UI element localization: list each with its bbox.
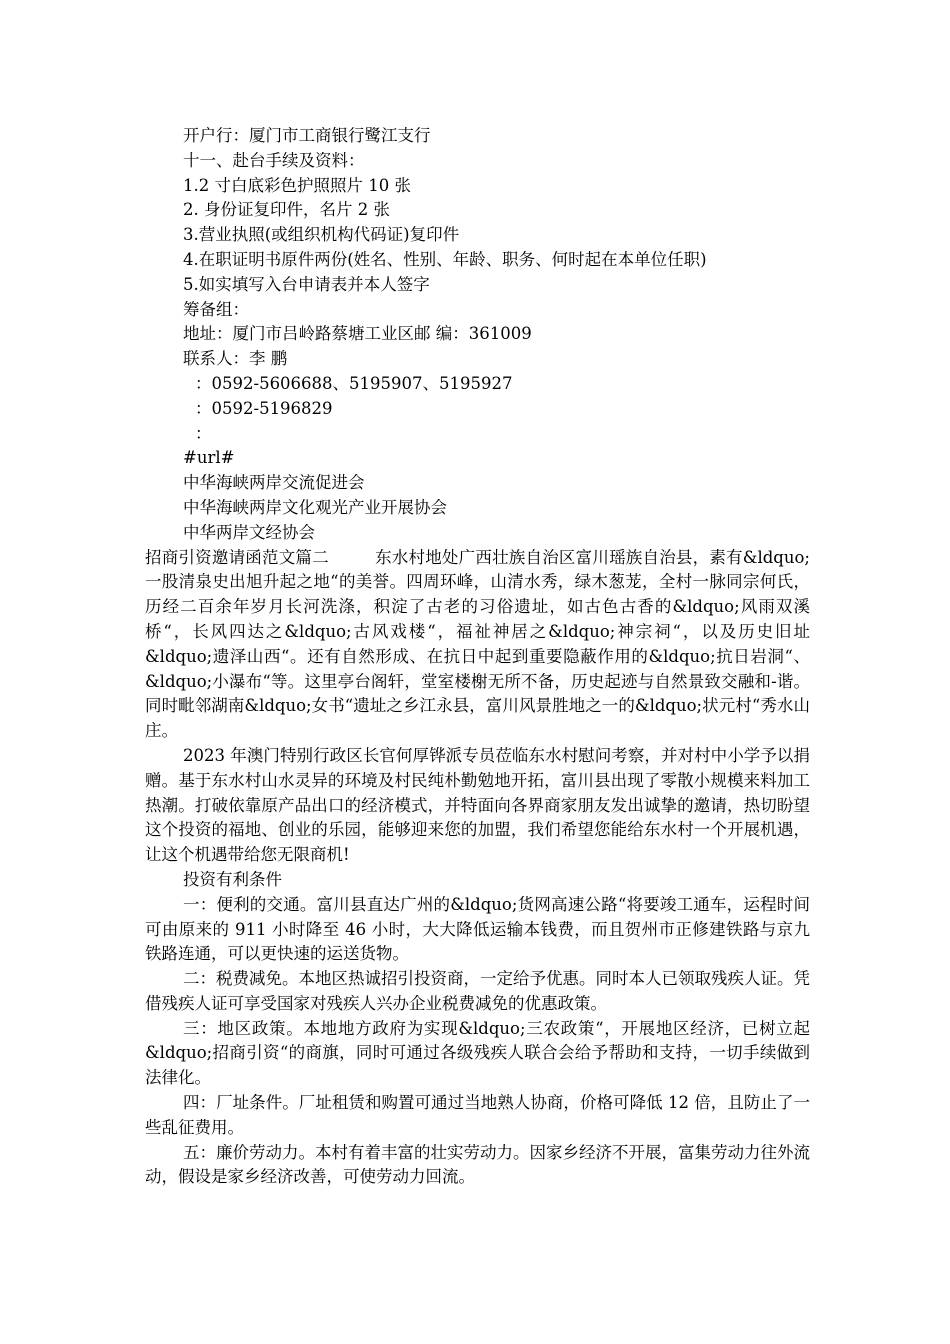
body-paragraph: 三：地区政策。本地地方政府为实现&ldquo;三农政策“，开展地区经济，已树立起&ldquo;招商引资“的商旗，同时可通过各级残疾人联合会给予帮助和支持，一切手续做到法律化。 xyxy=(145,1018,810,1088)
body-paragraph: 一：便利的交通。富川县直达广州的&ldquo;货网高速公路“将要竣工通车，运程时间可由原来的 911 小时降至 46 小时，大大降低运输本钱费，而且贺州市正修建铁路与京九铁路连通，可以更快速的运送货物。 xyxy=(145,894,810,964)
email-line: ： xyxy=(195,423,212,443)
section-two-body: 东水村地处广西壮族自治区富川瑶族自治县，素有&ldquo;一股清泉史出旭升起之地“的美誉。四周环峰，山清水秀，绿木葱茏，全村一脉同宗何氏，历经二百余年岁月长河洗涤，积淀了古老的习俗遗址，如古色古香的&ldquo;风雨双溪桥“，长风四达之&ldquo;古风戏楼“，福祉神居之&ldquo;神宗祠“，以及历史旧址&ldquo;遗泽山西“。还有自然形成、在抗日中起到重要隐蔽作用的&ldquo;抗日岩洞“、&ldquo;小瀑布“等。这里亭台阁轩，堂室楼榭无所不备，历史起迹与自然景致交融和-谐。同时毗邻湖南&ldquo;女书“遗址之乡江永县，富川风景胜地之一的&ldquo;状元村“秀水山庄。 xyxy=(145,547,810,741)
organization-name: 中华海峡两岸交流促进会 xyxy=(183,473,365,493)
section-heading: 十一、赴台手续及资料： xyxy=(183,150,365,170)
phone-line: ：0592-5606688、5195907、5195927 xyxy=(195,373,513,393)
fax-line: ：0592-5196829 xyxy=(195,398,333,418)
requirement-item: 3.营业执照(或组织机构代码证)复印件 xyxy=(183,225,460,245)
body-paragraph: 五：廉价劳动力。本村有着丰富的壮实劳动力。因家乡经济不开展，富集劳动力往外流动，假设是家乡经济改善，可使劳动力回流。 xyxy=(145,1142,810,1187)
committee-label: 筹备组： xyxy=(183,299,249,319)
bank-line: 开户行：厦门市工商银行鹭江支行 xyxy=(183,126,431,145)
body-paragraph: 二：税费减免。本地区热诚招引投资商，一定给予优惠。同时本人已领取残疾人证。凭借残疾人证可享受国家对残疾人兴办企业税费减免的优惠政策。 xyxy=(145,969,810,1013)
section-two-intro xyxy=(145,546,810,744)
requirement-item: 5.如实填写入台申请表并本人签字 xyxy=(183,274,430,294)
contact-person: 联系人：李 鹏 xyxy=(183,349,288,369)
requirement-item: 4.在职证明书原件两份(姓名、性别、年龄、职务、何时起在本单位任职) xyxy=(183,249,707,269)
section-two-title: 招商引资邀请函范文篇二 xyxy=(145,547,329,567)
document-page xyxy=(145,124,810,1190)
requirement-item: 1.2 寸白底彩色护照照片 10 张 xyxy=(183,175,411,195)
organization-name: 中华两岸文经协会 xyxy=(183,522,315,542)
body-paragraph: 四：厂址条件。厂址租赁和购置可通过当地熟人协商，价格可降低 12 倍，且防止了一些乱征费用。 xyxy=(145,1093,810,1137)
requirement-item: 2. 身份证复印件，名片 2 张 xyxy=(183,200,390,220)
subheading: 投资有利条件 xyxy=(183,869,282,889)
address-line: 地址：厦门市吕岭路蔡塘工业区邮 编：361009 xyxy=(183,324,532,344)
body-paragraph: 2023 年澳门特别行政区长官何厚铧派专员莅临东水村慰问考察，并对村中小学予以捐赠。基于东水村山水灵异的环境及村民纯朴勤勉地开拓，富川县出现了零散小规模来料加工热潮。打破依靠原产品出口的经济模式，并特面向各界商家朋友发出诚挚的邀请，热切盼望这个投资的福地、创业的乐园，能够迎来您的加盟，我们希望您能给东水村一个开展机遇，让这个机遇带给您无限商机! xyxy=(145,745,810,865)
url-placeholder: #url# xyxy=(183,448,235,468)
organization-name: 中华海峡两岸文化观光产业开展协会 xyxy=(183,497,447,517)
